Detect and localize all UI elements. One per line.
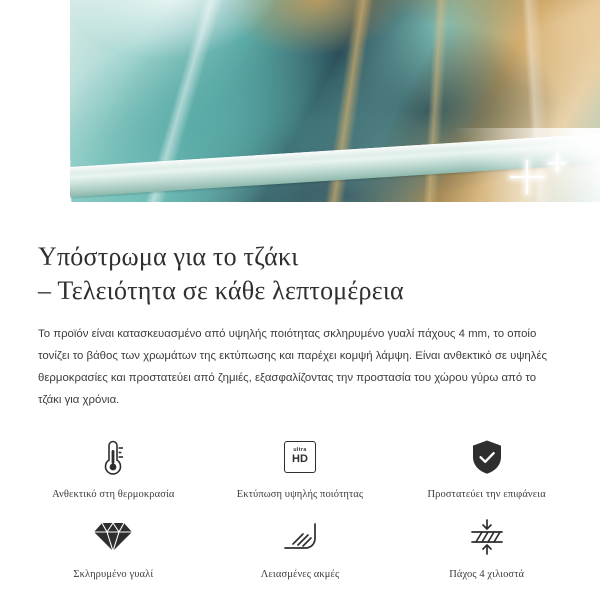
hero-bottom-mask (0, 202, 600, 218)
feature-label: Ανθεκτικό στη θερμοκρασία (52, 488, 175, 500)
diamond-icon (93, 514, 133, 560)
ultra-hd-badge-top: ultra (293, 446, 307, 453)
feature-label: Προστατεύει την επιφάνεια (427, 488, 546, 500)
feature-item-surface-protection (393, 434, 580, 500)
ultra-hd-icon (284, 434, 316, 480)
hero-image (0, 0, 600, 218)
feature-item-tempered-glass (20, 514, 207, 580)
feature-label: Πάχος 4 χιλιοστά (449, 568, 525, 580)
feature-label: Εκτύπωση υψηλής ποιότητας (236, 488, 364, 500)
thermometer-icon (96, 434, 130, 480)
content-block (0, 218, 600, 412)
page-title (38, 240, 562, 309)
feature-item-thickness (393, 514, 580, 580)
smooth-edges-icon (281, 514, 319, 560)
feature-label: Λειασμένες ακμές (260, 568, 340, 580)
feature-label: Σκληρυμένο γυαλί (73, 568, 154, 580)
ultra-hd-badge-bottom: HD (292, 453, 308, 466)
thickness-arrows-icon (467, 514, 507, 560)
feature-item-heat-resistant (20, 434, 207, 500)
hero-left-mask (0, 0, 70, 218)
headline-line-2: – Τελειότητα σε κάθε λεπτομέρεια (38, 276, 404, 306)
shield-check-icon (469, 434, 505, 480)
headline-line-1: Υπόστρωμα για το τζάκι (38, 242, 299, 271)
feature-item-smooth-edges (207, 514, 394, 580)
ultra-hd-badge (284, 441, 316, 473)
feature-grid (0, 434, 600, 580)
feature-item-print-quality (207, 434, 394, 500)
hero-image-inner (0, 0, 600, 218)
description-paragraph: Το προϊόν είναι κατασκευασμένο από υψηλής ποιότητας σκληρυμένο γυαλί πάχους 4 mm, το οποίο τονίζει το βάθος των χρωμάτων της εκτύπωσης και παρέχει κομψή λάμψη. Είναι ανθεκτικό σε υψηλές θερμοκρασίες και προστατεύει από ζημιές, εξασφαλίζοντας την προστασία του χώρου γύρω από το τζάκι για χρόνια. (38, 327, 548, 407)
